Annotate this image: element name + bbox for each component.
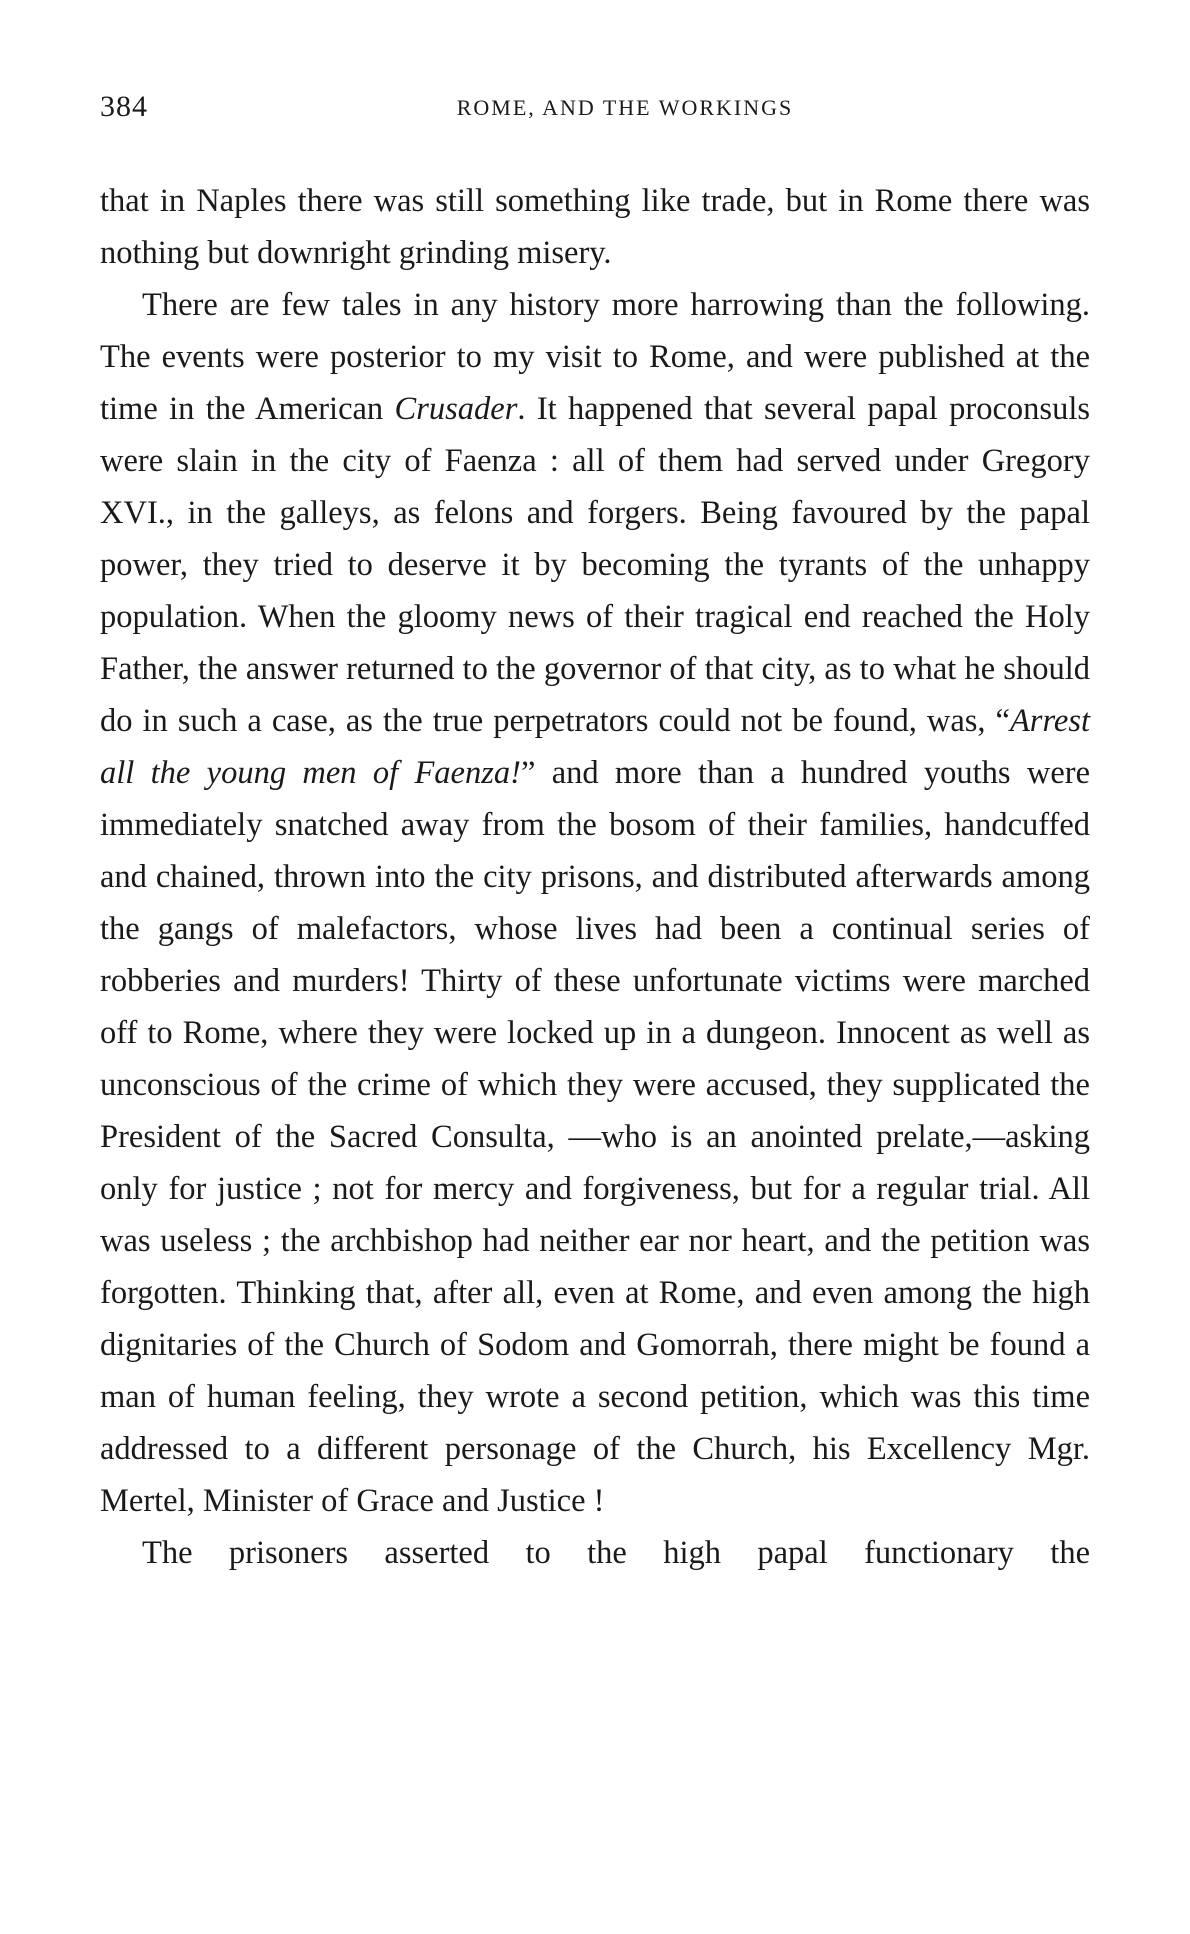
running-title: ROME, AND THE WORKINGS — [456, 95, 794, 120]
italic-quotation: Arrest all the young men of Faenza! — [100, 703, 1090, 791]
paragraph-continuation — [100, 175, 1090, 279]
body-text — [100, 175, 1090, 1579]
text-segment: There are few tales in any history more harrowing than the following. The events were posterior to my visit to Rome, and were published at the time in the American — [100, 287, 1090, 427]
paragraph-prisoners — [100, 1527, 1090, 1579]
text-segment: that in Naples there was still something like trade, but in Rome there was nothing but downright grinding misery. — [100, 183, 1090, 271]
text-segment: ” and more than a hundred youths were immediately snatched away from the bosom of their families, handcuffed and chained, thrown into the city prisons, and distributed afterwards among the gangs of malefactors, whose lives had been a continual series of robberies and murders! Thirty of these unfortunate victims were marched off to Rome, where they were locked up in a dungeon. Innocent as well as unconscious of the crime of which they were accused, they supplicated the President of the Sacred Consulta, —who is an anointed prelate,—asking only for justice ; not for mercy and forgiveness, but for a regular trial. All was useless ; the archbishop had neither ear nor heart, and the petition was forgotten. Thinking that, after all, even at Rome, and even among the high dignitaries of the Church of Sodom and Gomorrah, there might be found a man of human feeling, they wrote a second petition, which was this time addressed to a different personage of the Church, his Excellency Mgr. Mertel, Minister of Grace and Justice ! — [100, 755, 1090, 1519]
text-segment: The prisoners asserted to the high papal functionary the — [142, 1535, 1090, 1571]
paragraph-faenza-account — [100, 279, 1090, 1527]
page-number: 384 — [100, 90, 148, 123]
text-segment: . It happened that several papal proconsuls were slain in the city of Faenza : all of them had served under Gregory XVI., in the galleys, as felons and forgers. Being favoured by the papal power, they tried to deserve it by becoming the tyrants of the unhappy population. When the gloomy news of their tragical end reached the Holy Father, the answer returned to the governor of that city, as to what he should do in such a case, as the true perpetrators could not be found, was, “ — [100, 391, 1090, 739]
italic-crusader: Crusader — [394, 391, 518, 427]
running-head — [100, 90, 1090, 130]
